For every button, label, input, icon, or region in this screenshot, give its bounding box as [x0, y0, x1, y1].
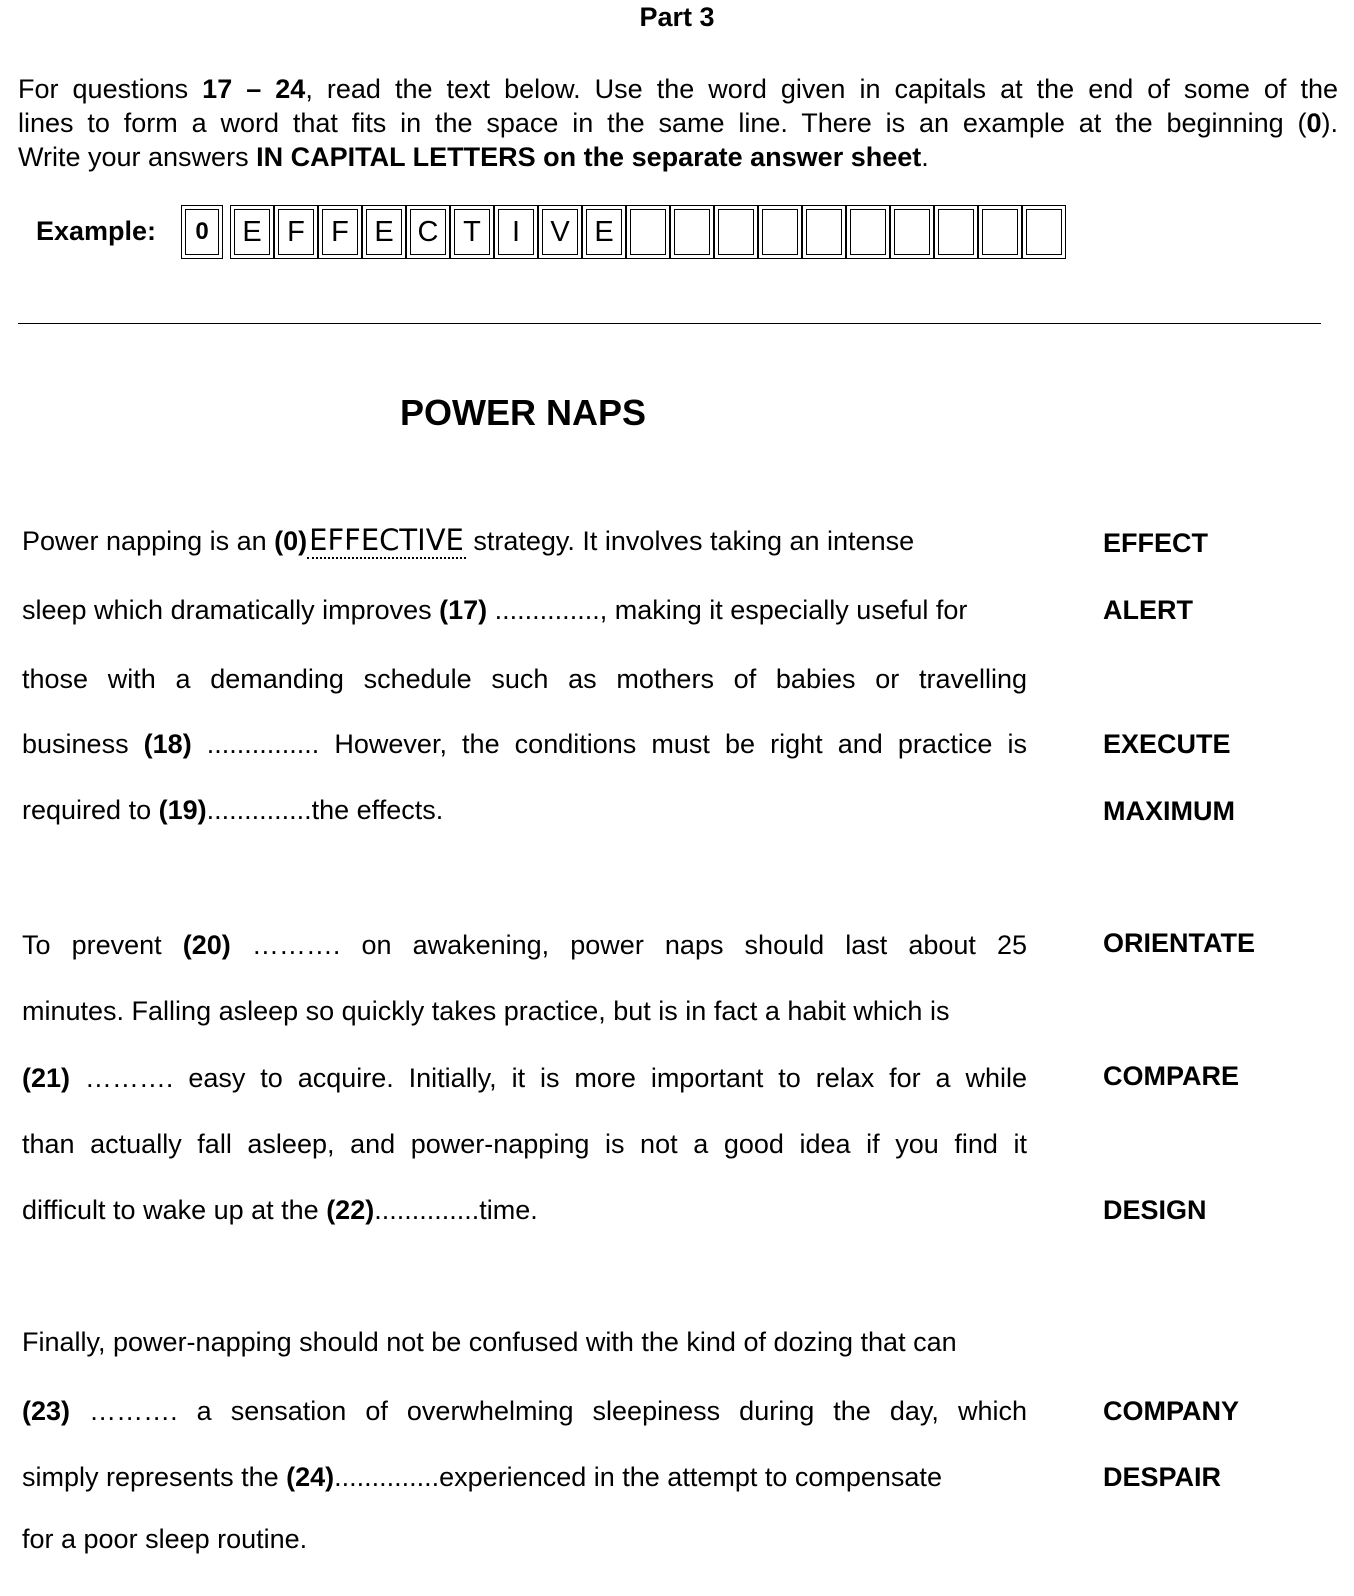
text-span: ………. a sensation of overwhelming sleepiness during the day, which	[70, 1396, 1027, 1426]
keyword-despair: DESPAIR	[1103, 1462, 1222, 1492]
text-line	[22, 1460, 1027, 1494]
example-letter-box	[626, 205, 670, 259]
question-range: 17 – 24	[202, 74, 306, 104]
instr-text: , read the text below. Use the word given in capitals at the end of some of the	[305, 74, 1339, 104]
text-span: ..............the effects.	[206, 795, 444, 825]
gap-number: (20)	[182, 930, 231, 960]
text-line	[22, 1394, 1027, 1428]
text-span: difficult to wake up at the	[22, 1195, 327, 1225]
example-letter-box	[582, 205, 626, 259]
keyword-design: DESIGN	[1103, 1195, 1207, 1225]
example-letter-box	[274, 205, 318, 259]
instructions-line-1	[18, 72, 1338, 106]
part-title: Part 3	[639, 2, 715, 32]
example-letter-boxes	[230, 205, 1066, 259]
example-letter-box	[934, 205, 978, 259]
text-line: those with a demanding schedule such as mothers of babies or travelling	[22, 664, 1027, 694]
gap-number: (19)	[158, 795, 207, 825]
example-letter-box	[318, 205, 362, 259]
example-number: 0	[185, 209, 219, 255]
instructions-line-3	[18, 140, 1338, 174]
capital-letters-note: IN CAPITAL LETTERS on the separate answer sheet	[256, 142, 922, 172]
gap-number: (18)	[143, 729, 192, 759]
text-span: To prevent	[22, 930, 183, 960]
text-span: required to	[22, 795, 159, 825]
text-span: ..............experienced in the attempt to compensate	[334, 1462, 942, 1492]
instr-text: ).	[1321, 108, 1338, 138]
text-line	[22, 793, 1027, 827]
example-letter-box	[890, 205, 934, 259]
text-span: ………. easy to acquire. Initially, it is more important to relax for a while	[70, 1063, 1027, 1093]
gap-number: (24)	[286, 1462, 335, 1492]
example-letter-box	[362, 205, 406, 259]
keyword-effect: EFFECT	[1103, 528, 1208, 558]
example-letter	[1026, 209, 1062, 255]
text-line: minutes. Falling asleep so quickly takes practice, but is in fact a habit which is	[22, 996, 950, 1026]
example-number-box	[181, 205, 223, 259]
keyword-compare: COMPARE	[1103, 1061, 1240, 1091]
example-letter: V	[542, 209, 578, 255]
text-line	[22, 593, 1027, 627]
text-span: simply represents the	[22, 1462, 287, 1492]
text-span: Power napping is an	[22, 526, 275, 556]
divider-line	[18, 323, 1321, 324]
example-letter: T	[454, 209, 490, 255]
gap-number: (0)	[274, 526, 308, 556]
instructions	[18, 72, 1338, 174]
text-line	[22, 727, 1027, 761]
instr-text: For questions	[18, 74, 203, 104]
example-letter-box	[1022, 205, 1066, 259]
text-line: Finally, power-napping should not be confused with the kind of dozing that can	[22, 1327, 957, 1357]
instr-text: .	[921, 142, 929, 172]
example-letter-box	[846, 205, 890, 259]
example-letter: E	[586, 209, 622, 255]
gap-number: (17)	[439, 595, 488, 625]
text-line: for a poor sleep routine.	[22, 1524, 308, 1554]
text-span: .............., making it especially useful for	[487, 595, 968, 625]
example-letter-box	[494, 205, 538, 259]
example-letter	[982, 209, 1018, 255]
text-span: ..............time.	[374, 1195, 538, 1225]
gap-number: (22)	[326, 1195, 375, 1225]
example-label: Example:	[36, 216, 157, 246]
example-letter: F	[322, 209, 358, 255]
example-letter: C	[410, 209, 446, 255]
example-letter	[718, 209, 754, 255]
example-letter-box	[670, 205, 714, 259]
example-letter	[850, 209, 886, 255]
example-letter	[806, 209, 842, 255]
example-letter-box	[230, 205, 274, 259]
gap-number: (23)	[22, 1396, 71, 1426]
text-span: ………. on awakening, power naps should last about 25	[230, 930, 1028, 960]
text-span: business	[22, 729, 144, 759]
text-line: than actually fall asleep, and power-napping is not a good idea if you find it	[22, 1129, 1027, 1159]
example-letter: E	[366, 209, 402, 255]
keyword-execute: EXECUTE	[1103, 729, 1231, 759]
text-span: sleep which dramatically improves	[22, 595, 440, 625]
example-letter-box	[802, 205, 846, 259]
example-letter	[938, 209, 974, 255]
text-span: ............... However, the conditions must be right and practice is	[191, 729, 1027, 759]
instructions-line-2	[18, 106, 1338, 140]
keyword-company: COMPANY	[1103, 1396, 1240, 1426]
example-letter-box	[714, 205, 758, 259]
example-letter	[894, 209, 930, 255]
gap-number: (21)	[22, 1063, 71, 1093]
example-letter: F	[278, 209, 314, 255]
text-line	[22, 1193, 1027, 1227]
text-line	[22, 928, 1027, 962]
example-letter-box	[538, 205, 582, 259]
example-letter	[630, 209, 666, 255]
keyword-maximum: MAXIMUM	[1103, 796, 1235, 826]
example-letter: E	[234, 209, 270, 255]
text-line	[22, 1061, 1027, 1095]
instr-text: Write your answers	[18, 142, 257, 172]
example-letter-box	[978, 205, 1022, 259]
example-answer: EFFECTIVE	[309, 523, 464, 557]
text-title: POWER NAPS	[400, 392, 647, 433]
example-ref: 0	[1306, 108, 1322, 138]
example-letter	[674, 209, 710, 255]
text-line	[22, 523, 1027, 557]
example-letter-box	[758, 205, 802, 259]
example-letter-box	[406, 205, 450, 259]
instr-text: lines to form a word that fits in the space in the same line. There is an example at the beginning (	[18, 108, 1307, 138]
text-span: strategy. It involves taking an intense	[465, 526, 915, 556]
keyword-orientate: ORIENTATE	[1103, 928, 1255, 958]
keyword-alert: ALERT	[1103, 595, 1193, 625]
example-letter: I	[498, 209, 534, 255]
example-letter	[762, 209, 798, 255]
example-letter-box	[450, 205, 494, 259]
